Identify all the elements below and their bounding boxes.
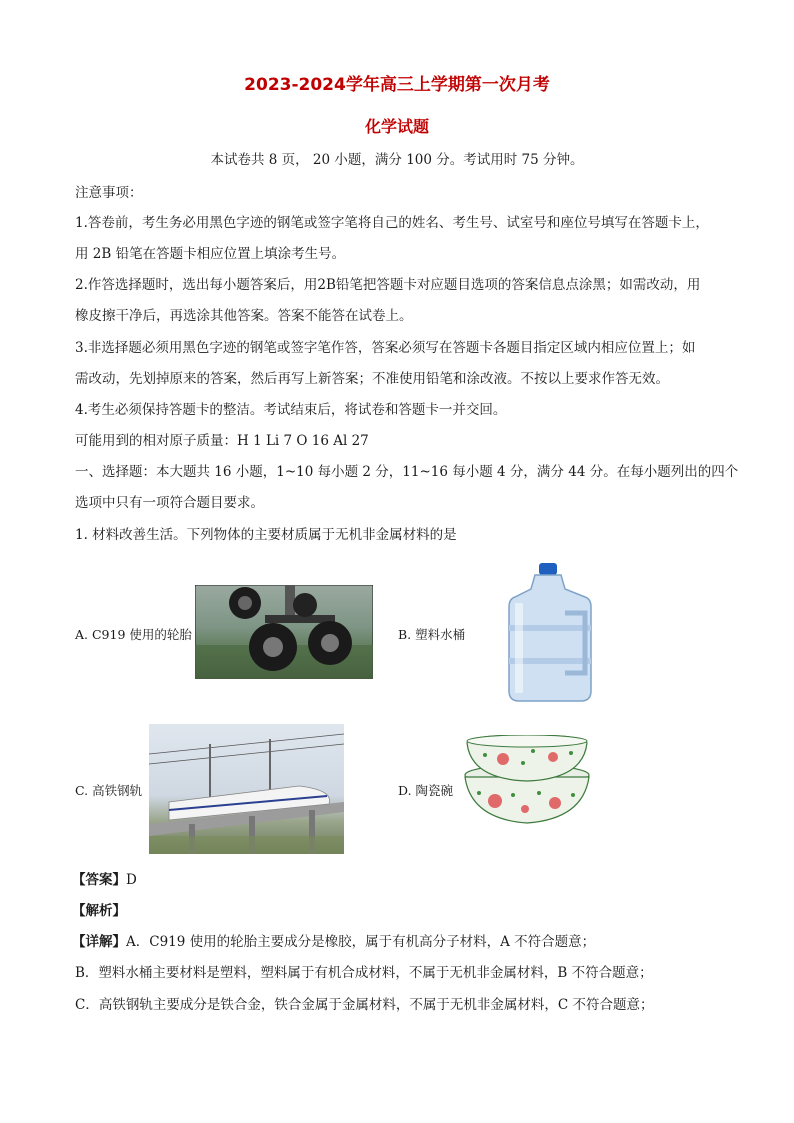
section-heading-cont: 选项中只有一项符合题目要求。	[75, 495, 264, 511]
water-jug-image	[505, 563, 595, 703]
note-line: 用 2B 铅笔在答题卡相应位置上填涂考生号。	[75, 246, 346, 262]
atomic-mass: 可能用到的相对原子质量：H 1 Li 7 O 16 Al 27	[75, 433, 369, 449]
analysis-label: 【解析】	[72, 903, 126, 919]
notes-heading: 注意事项：	[75, 185, 143, 201]
option-b-label: B. 塑料水桶	[398, 627, 466, 642]
option-c-label: C. 高铁钢轨	[75, 783, 143, 798]
ceramic-bowls-image	[463, 735, 591, 847]
note-line: 橡皮擦干净后，再选涂其他答案。答案不能答在试卷上。	[75, 308, 413, 324]
note-line: 2.作答选择题时，选出每小题答案后，用2B铅笔把答题卡对应题目选项的答案信息点涂黑；如需改动，用	[75, 277, 701, 293]
subject-title: 化学试题	[364, 117, 429, 136]
question-stem: 1. 材料改善生活。下列物体的主要材质属于无机非金属材料的是	[75, 527, 457, 543]
note-line: 3.非选择题必须用黑色字迹的钢笔或签字笔作答，答案必须写在答题卡各题目指定区域内相应位置上；如	[75, 340, 696, 356]
exam-title: 2023-2024学年高三上学期第一次月考	[244, 75, 550, 95]
section-heading: 一、选择题：本大题共 16 小题，1~10 每小题 2 分，11~16 每小题 4 分，满分 44 分。在每小题列出的四个	[75, 464, 739, 480]
note-line: 4.考生必须保持答题卡的整洁。考试结束后，将试卷和答题卡一并交回。	[75, 402, 507, 418]
note-line: 需改动，先划掉原来的答案，然后再写上新答案；不准使用铅笔和涂改液。不按以上要求作答无效。	[75, 371, 669, 387]
landing-gear-image	[195, 585, 373, 679]
answer-value: D	[126, 872, 137, 888]
detail-label: 【详解】	[72, 934, 126, 950]
answer-label: 【答案】	[72, 872, 126, 888]
high-speed-train-image	[149, 724, 344, 854]
note-line: 1.答卷前，考生务必用黑色字迹的钢笔或签字笔将自己的姓名、考生号、试室号和座位号填写在答题卡上，	[75, 215, 709, 231]
detail-c: C．高铁钢轨主要成分是铁合金，铁合金属于金属材料，不属于无机非金属材料，C 不符合题意；	[75, 997, 654, 1013]
detail-a: A．C919 使用的轮胎主要成分是橡胶，属于有机高分子材料，A 不符合题意；	[126, 934, 596, 950]
detail-b: B．塑料水桶主要材料是塑料，塑料属于有机合成材料，不属于无机非金属材料，B 不符合题意；	[75, 965, 653, 981]
option-a-label: A. C919 使用的轮胎	[75, 627, 192, 642]
exam-meta: 本试卷共 8 页， 20 小题，满分 100 分。考试用时 75 分钟。	[210, 152, 584, 168]
detail-a-row	[72, 932, 595, 952]
option-d-label: D. 陶瓷碗	[398, 783, 454, 798]
answer-row	[72, 870, 137, 890]
